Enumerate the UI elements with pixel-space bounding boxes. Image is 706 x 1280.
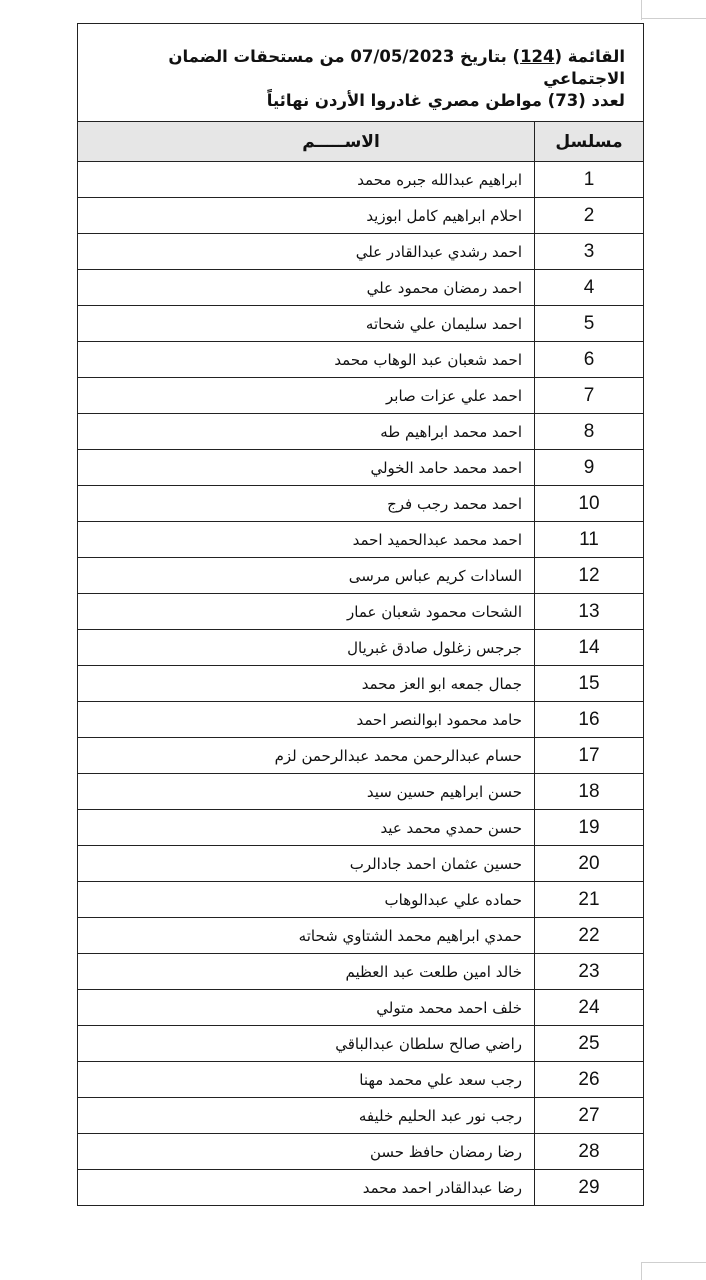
name-cell: رجب سعد علي محمد مهنا xyxy=(78,1062,535,1098)
serial-number-cell: 7 xyxy=(535,378,644,414)
table-row xyxy=(78,666,644,702)
serial-number-cell: 5 xyxy=(535,306,644,342)
serial-number-cell: 22 xyxy=(535,918,644,954)
table-row xyxy=(78,234,644,270)
table-row xyxy=(78,522,644,558)
document xyxy=(77,23,644,1206)
name-cell: حامد محمود ابوالنصر احمد xyxy=(78,702,535,738)
table-row xyxy=(78,846,644,882)
serial-column-header: مسلسل xyxy=(535,122,644,162)
name-cell: احمد سليمان علي شحاته xyxy=(78,306,535,342)
serial-number-cell: 8 xyxy=(535,414,644,450)
name-cell: احمد محمد ابراهيم طه xyxy=(78,414,535,450)
table-row xyxy=(78,342,644,378)
table-row xyxy=(78,1170,644,1206)
serial-number-cell: 9 xyxy=(535,450,644,486)
name-cell: حماده علي عبدالوهاب xyxy=(78,882,535,918)
table-row xyxy=(78,1026,644,1062)
name-cell: الشحات محمود شعبان عمار xyxy=(78,594,535,630)
table-row xyxy=(78,162,644,198)
page-edge-mark-top-horizontal xyxy=(641,18,706,19)
serial-number-cell: 21 xyxy=(535,882,644,918)
serial-number-cell: 12 xyxy=(535,558,644,594)
serial-number-cell: 2 xyxy=(535,198,644,234)
name-cell: خالد امين طلعت عبد العظيم xyxy=(78,954,535,990)
serial-number-cell: 1 xyxy=(535,162,644,198)
table-row xyxy=(78,882,644,918)
name-cell: احمد شعبان عبد الوهاب محمد xyxy=(78,342,535,378)
page-edge-mark-top xyxy=(641,0,642,20)
serial-number-cell: 19 xyxy=(535,810,644,846)
page-edge-mark-bottom-horizontal xyxy=(641,1262,706,1263)
title-prefix: القائمة ( xyxy=(554,47,625,66)
name-column-header: الاســـــم xyxy=(78,122,535,162)
serial-number-cell: 3 xyxy=(535,234,644,270)
table-row xyxy=(78,810,644,846)
name-cell: حمدي ابراهيم محمد الشتاوي شحاته xyxy=(78,918,535,954)
name-cell: حسن حمدي محمد عيد xyxy=(78,810,535,846)
name-cell: حسن ابراهيم حسين سيد xyxy=(78,774,535,810)
document-title-line-1 xyxy=(88,46,625,90)
serial-number-cell: 20 xyxy=(535,846,644,882)
name-cell: رضا عبدالقادر احمد محمد xyxy=(78,1170,535,1206)
serial-number-cell: 17 xyxy=(535,738,644,774)
name-cell: احمد رشدي عبدالقادر علي xyxy=(78,234,535,270)
serial-number-cell: 28 xyxy=(535,1134,644,1170)
name-cell: حسين عثمان احمد جادالرب xyxy=(78,846,535,882)
table-row xyxy=(78,738,644,774)
table-row xyxy=(78,306,644,342)
name-cell: رضا رمضان حافظ حسن xyxy=(78,1134,535,1170)
name-cell: خلف احمد محمد متولي xyxy=(78,990,535,1026)
serial-number-cell: 16 xyxy=(535,702,644,738)
table-row xyxy=(78,990,644,1026)
names-table xyxy=(77,121,644,1206)
name-cell: احمد رمضان محمود علي xyxy=(78,270,535,306)
serial-number-cell: 23 xyxy=(535,954,644,990)
serial-number-cell: 26 xyxy=(535,1062,644,1098)
page-edge-mark-bottom xyxy=(641,1262,642,1280)
serial-number-cell: 10 xyxy=(535,486,644,522)
list-number: 124 xyxy=(520,47,555,66)
table-row xyxy=(78,954,644,990)
table-header-row xyxy=(78,122,644,162)
name-cell: احمد علي عزات صابر xyxy=(78,378,535,414)
name-cell: رجب نور عبد الحليم خليفه xyxy=(78,1098,535,1134)
serial-number-cell: 11 xyxy=(535,522,644,558)
serial-number-cell: 4 xyxy=(535,270,644,306)
table-row xyxy=(78,450,644,486)
serial-number-cell: 15 xyxy=(535,666,644,702)
name-cell: راضي صالح سلطان عبدالباقي xyxy=(78,1026,535,1062)
table-row xyxy=(78,414,644,450)
name-cell: السادات كريم عباس مرسى xyxy=(78,558,535,594)
table-row xyxy=(78,630,644,666)
serial-number-cell: 18 xyxy=(535,774,644,810)
table-row xyxy=(78,918,644,954)
title-middle: ) بتاريخ 07/05/2023 من مستحقات الضمان الاجتماعي xyxy=(168,47,625,88)
name-cell: احمد محمد عبدالحميد احمد xyxy=(78,522,535,558)
table-row xyxy=(78,1134,644,1170)
serial-number-cell: 29 xyxy=(535,1170,644,1206)
serial-number-cell: 24 xyxy=(535,990,644,1026)
document-title-line-2: لعدد (73) مواطن مصري غادروا الأردن نهائياً xyxy=(266,91,625,110)
table-row xyxy=(78,594,644,630)
name-cell: جرجس زغلول صادق غبريال xyxy=(78,630,535,666)
table-row xyxy=(78,702,644,738)
name-cell: احمد محمد حامد الخولي xyxy=(78,450,535,486)
serial-number-cell: 6 xyxy=(535,342,644,378)
serial-number-cell: 13 xyxy=(535,594,644,630)
name-cell: ابراهيم عبدالله جبره محمد xyxy=(78,162,535,198)
serial-number-cell: 27 xyxy=(535,1098,644,1134)
name-cell: احمد محمد رجب فرج xyxy=(78,486,535,522)
document-title-box xyxy=(77,23,644,121)
table-row xyxy=(78,270,644,306)
name-cell: جمال جمعه ابو العز محمد xyxy=(78,666,535,702)
serial-number-cell: 14 xyxy=(535,630,644,666)
table-row xyxy=(78,486,644,522)
serial-number-cell: 25 xyxy=(535,1026,644,1062)
table-row xyxy=(78,774,644,810)
name-cell: احلام ابراهيم كامل ابوزيد xyxy=(78,198,535,234)
table-row xyxy=(78,1062,644,1098)
table-row xyxy=(78,1098,644,1134)
table-row xyxy=(78,198,644,234)
name-cell: حسام عبدالرحمن محمد عبدالرحمن لزم xyxy=(78,738,535,774)
table-row xyxy=(78,378,644,414)
table-row xyxy=(78,558,644,594)
